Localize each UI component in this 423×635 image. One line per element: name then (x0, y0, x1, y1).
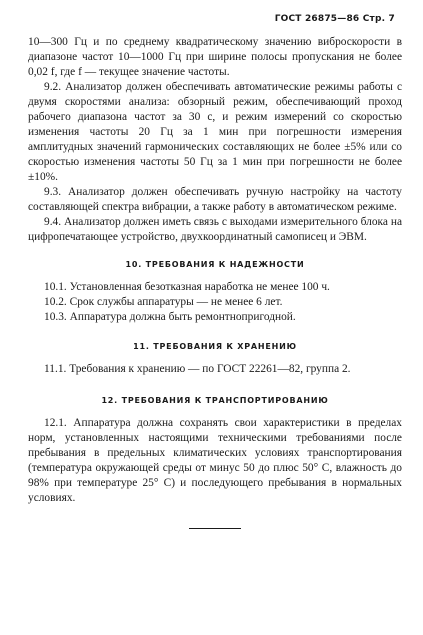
page-header: ГОСТ 26875—86 Стр. 7 (274, 14, 395, 24)
item-11-1: 11.1. Требования к хранению — по ГОСТ 22261—82, группа 2. (44, 363, 351, 375)
document-body (28, 35, 402, 529)
item-12-1: 12.1. Аппаратура должна сохранять свои характеристики в пределах норм, установленных настоящими техническими требованиями после пребывания в предельных климатических условиях транспортирования (температура окружающей среды от минус 50 до плюс 50° С, влажность до 98% при температуре 25° С) и последующего пребывания в нормальных условиях. (28, 417, 402, 504)
end-rule (189, 528, 241, 529)
paragraph-continuation: 10—300 Гц и по среднему квадратическому значению виброскорости в диапазоне частот 10—1000 Гц при ширине полосы пропускания не более 0,02 f, где f — текущее значение частоты. (28, 36, 402, 78)
section-heading-transportation: 12. ТРЕБОВАНИЯ К ТРАНСПОРТИРОВАНИЮ (101, 396, 329, 405)
paragraph-9-4: 9.4. Анализатор должен иметь связь с выходами измерительного блока на цифропечатающее устройство, двухкоординатный самописец и ЭВМ. (28, 216, 402, 243)
section-heading-reliability: 10. ТРЕБОВАНИЯ К НАДЕЖНОСТИ (125, 260, 305, 269)
item-10-2: 10.2. Срок службы аппаратуры — не менее 6 лет. (44, 296, 283, 308)
item-10-3: 10.3. Аппаратура должна быть ремонтнопригодной. (44, 311, 296, 323)
section-heading-storage: 11. ТРЕБОВАНИЯ К ХРАНЕНИЮ (133, 342, 297, 351)
paragraph-9-2: 9.2. Анализатор должен обеспечивать автоматические режимы работы с двумя скоростями анализа: обзорный режим, обеспечивающий проход рабочего диапазона частот за 30 с, и режим измерений со скоростью изменения частоты 20 Гц за 1 мин при погрешности измерения амплитудных значений гармонических составляющих не более ±5% или со скоростью изменения частоты 50 Гц за 1 мин при погрешности не более ±10%. (28, 81, 402, 183)
paragraph-9-3: 9.3. Анализатор должен обеспечивать ручную настройку на частоту составляющей спектра вибрации, а также работу в автоматическом режиме. (28, 186, 402, 213)
item-10-1: 10.1. Установленная безотказная наработка не менее 100 ч. (44, 281, 330, 293)
